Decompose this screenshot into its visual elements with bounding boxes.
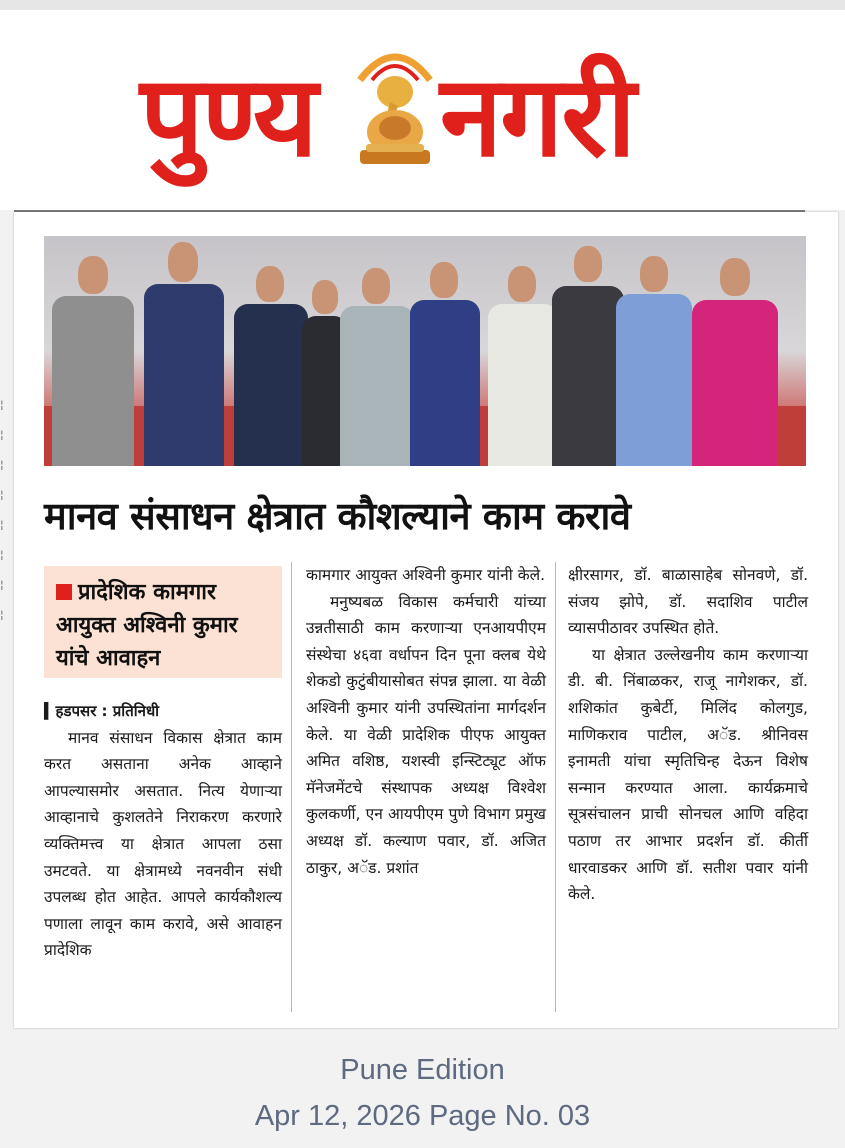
article-column-1 xyxy=(44,698,282,964)
event-photo xyxy=(44,236,806,466)
photo-person-9 xyxy=(616,256,692,466)
photo-person-2 xyxy=(144,242,224,466)
top-status-strip xyxy=(0,0,845,10)
photo-person-1 xyxy=(52,256,134,466)
article-headline: मानव संसाधन क्षेत्रात कौशल्याने काम करावे xyxy=(44,494,631,538)
photo-person-5 xyxy=(340,268,414,466)
article-byline: ▍हडपसर : प्रतिनिधी xyxy=(44,702,160,720)
column-3-paragraph: या क्षेत्रात उल्लेखनीय काम करणाऱ्या डी. बी. निंबाळकर, राजू नागेशकर, डॉ. शशिकांत कुबेर्टी, मिलिंद कोलगुड, माणिकराव पाटील, अॅड. श्रीनिवस इनामती यांचा स्मृतिचिन्ह देऊन विशेष सन्मान करण्यात आला. कार्यक्रमाचे सूत्रसंचालन प्राची सोनचल आणि वहिदा पठाण तर आभार प्रदर्शन डॉ. कीर्ती धारवाडकर आणि डॉ. सतीश पवार यांनी केले. xyxy=(568,645,808,904)
edition-label: Pune Edition xyxy=(340,1054,505,1086)
photo-person-7 xyxy=(488,266,558,466)
masthead-logo-left: पुण्य xyxy=(140,52,316,182)
column-divider-2 xyxy=(555,562,556,1012)
news-clipping xyxy=(14,212,838,1028)
photo-person-8 xyxy=(552,246,624,466)
column-3-continuation: क्षीरसागर, डॉ. बाळासाहेब सोनवणे, डॉ. संजय झोपे, डॉ. सदाशिव पाटील व्यासपीठावर उपस्थित होते. xyxy=(568,566,808,638)
clipping-edge-marks: ¦ ¦ ¦ ¦ ¦ ¦ ¦ ¦ xyxy=(0,398,4,621)
photo-person-10 xyxy=(692,258,778,466)
column-1-paragraph: मानव संसाधन विकास क्षेत्रात काम करत असताना अनेक आव्हाने आपल्यासमोर असतात. नित्य येणाऱ्या आव्हानाचे कुशलतेने निराकरण करणारे व्यक्तिमत्त्व या क्षेत्रात आपला ठसा उमटवते. या क्षेत्रामध्ये नवनवीन संधी उपलब्ध होत आहेत. आपले कार्यकौशल्य पणाला लावून काम करावे, असे आवाहन प्रादेशिक xyxy=(44,728,282,960)
callout-label: प्रादेशिक कामगार आयुक्त अश्विनी कुमार यांचे आवाहन xyxy=(56,580,238,671)
column-2-paragraph: मनुष्यबळ विकास कर्मचारी यांच्या उन्नतीसाठी काम करणाऱ्या एनआयपीएम संस्थेचा ४६वा वर्धापन दिन पूना क्लब येथे शेकडो कुटुंबीयासोबत संपन्न झाला. या वेळी अश्विनी कुमार यांनी उपस्थितांना मार्गदर्शन केले. या वेळी प्रादेशिक पीएफ आयुक्त अमित वशिष्ठ, यशस्वी इन्स्टिट्यूट ऑफ मॅनेजमेंटचे संस्थापक अध्यक्ष विश्वेश कुलकर्णी, एन आयपीएम पुणे विभाग प्रमुख अध्यक्ष डॉ. कल्याण पवार, डॉ. अजित ठाकुर, अॅड. प्रशांत xyxy=(306,592,546,877)
subheading-callout xyxy=(44,566,282,678)
column-2-continuation: कामगार आयुक्त अश्विनी कुमार यांनी केले. xyxy=(306,566,546,584)
date-page-label: Apr 12, 2026 Page No. 03 xyxy=(254,1100,591,1132)
photo-person-6 xyxy=(410,262,480,466)
article-column-3 xyxy=(568,562,808,908)
ganesha-emblem-icon xyxy=(352,40,438,170)
byline-text: हडपसर : प्रतिनिधी xyxy=(55,702,160,720)
article-column-2 xyxy=(306,562,546,881)
photo-person-3 xyxy=(234,266,308,466)
red-bullet-icon xyxy=(56,584,72,600)
masthead-logo-right: नगरी xyxy=(440,52,635,182)
callout-text xyxy=(56,576,272,675)
column-divider-1 xyxy=(291,562,292,1012)
